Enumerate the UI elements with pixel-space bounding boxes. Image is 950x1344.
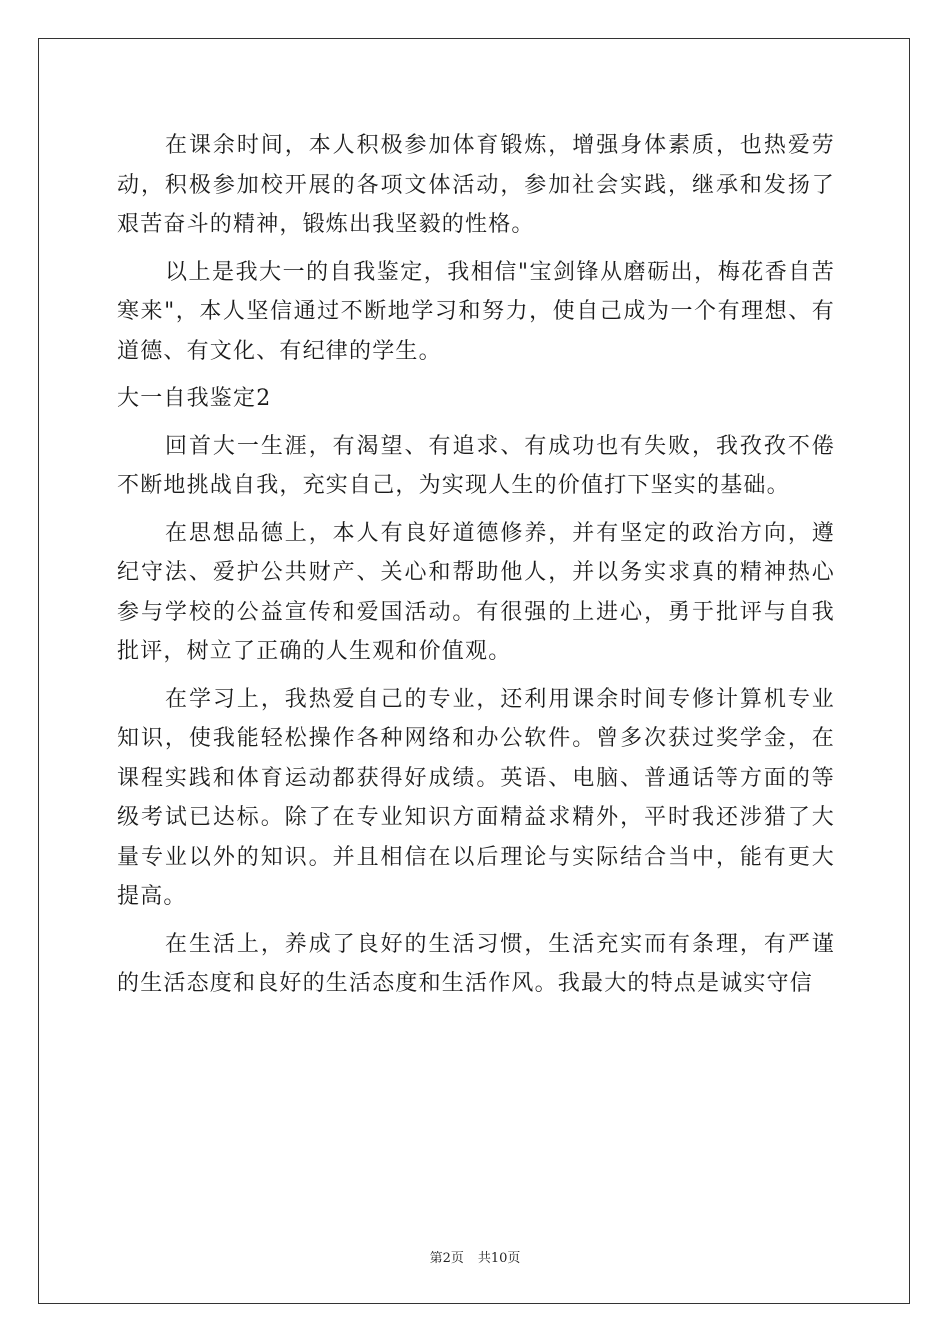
paragraph-review: 回首大一生涯，有渴望、有追求、有成功也有失败，我孜孜不倦不断地挑战自我，充实自己，为实现人生的价值打下坚实的基础。 (117, 433, 835, 498)
document-body (117, 126, 835, 1012)
paragraph-study: 在学习上，我热爱自己的专业，还利用课余时间专修计算机专业知识，使我能轻松操作各种网络和办公软件。曾多次获过奖学金，在课程实践和体育运动都获得好成绩。英语、电脑、普通话等方面的等级考试已达标。除了在专业知识方面精益求精外，平时我还涉猎了大量专业以外的知识。并且相信在以后理论与实际结合当中，能有更大提高。 (117, 686, 835, 909)
paragraph-life: 在生活上，养成了良好的生活习惯，生活充实而有条理，有严谨的生活态度和良好的生活态度和生活作风。我最大的特点是诚实守信 (117, 931, 835, 996)
page-total: 共10页 (477, 1251, 521, 1266)
page-number: 第2页 (429, 1251, 464, 1266)
section-heading: 大一自我鉴定2 (117, 386, 272, 411)
paragraph-morality: 在思想品德上，本人有良好道德修养，并有坚定的政治方向，遵纪守法、爱护公共财产、关心和帮助他人，并以务实求真的精神热心参与学校的公益宣传和爱国活动。有很强的上进心，勇于批评与自我批评，树立了正确的人生观和价值观。 (117, 520, 835, 664)
page-footer (0, 1247, 950, 1266)
paragraph-conclusion: 以上是我大一的自我鉴定，我相信"宝剑锋从磨砺出，梅花香自苦寒来"，本人坚信通过不断地学习和努力，使自己成为一个有理想、有道德、有文化、有纪律的学生。 (117, 259, 835, 364)
paragraph-extracurricular: 在课余时间，本人积极参加体育锻炼，增强身体素质，也热爱劳动，积极参加校开展的各项文体活动，参加社会实践，继承和发扬了艰苦奋斗的精神，锻炼出我坚毅的性格。 (117, 133, 835, 237)
